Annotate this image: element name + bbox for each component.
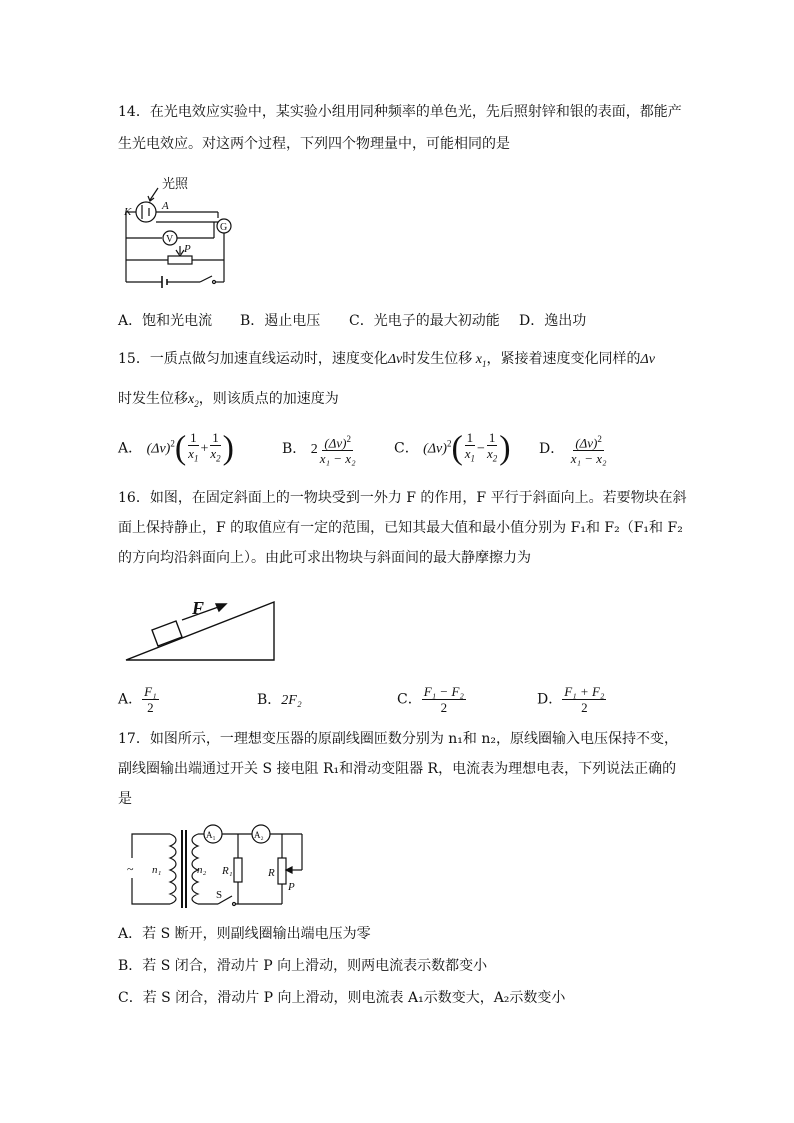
- svg-text:A: A: [162, 200, 169, 212]
- rheostat: [168, 256, 192, 264]
- photocell: [136, 202, 156, 222]
- q16-stem-line-1: 16．如图，在固定斜面上的一物块受到一外力 F 的作用，F 平行于斜面向上。若要物块在斜: [118, 490, 687, 506]
- svg-text:A₂: A₂: [254, 830, 264, 840]
- q15-option-b: B． 2 $\frac{(\Delta v)^2}{\text{x₁ − x₂}}$: [282, 434, 356, 467]
- svg-text:S: S: [216, 889, 223, 901]
- q14-stem-line-2: 生光电效应。对这两个过程，下列四个物理量中，可能相同的是: [118, 136, 510, 152]
- light-label: 光照: [162, 176, 189, 191]
- q16-option-a: A． $\frac{\text{F₁}}{2}$: [118, 684, 157, 715]
- q15-option-d: D． $\frac{(\Delta v)^2}{\text{x₁ − x₂}}$: [539, 434, 607, 467]
- q15-stem-line-2: 时发生位移$x_2$，则该质点的加速度为: [118, 391, 339, 409]
- q16-stem-line-3: 的方向均沿斜面向上）。由此可求出物块与斜面间的最大静摩擦力为: [118, 550, 531, 566]
- q17-transformer-circuit-figure: [124, 820, 309, 918]
- q15-option-a: A． $(\Delta v)^2$( $\frac{1}{x_1}$ + $\frac{1}{x_2}$ ): [118, 429, 234, 467]
- svg-text:n₁: n₁: [152, 864, 162, 876]
- svg-text:n₂: n₂: [197, 864, 207, 876]
- q16-incline-figure: [122, 596, 282, 664]
- switch: [200, 276, 212, 282]
- q14-stem-line-1: 14．在光电效应实验中，某实验小组用同种频率的单色光，先后照射锌和银的表面，都能产: [118, 104, 682, 120]
- q15-option-c: C． $(\Delta v)^2$( $\frac{1}{x_1}$ − $\frac{1}{x_2}$ ): [394, 429, 511, 467]
- block: [152, 621, 182, 646]
- q17-stem-line-3: 是: [118, 791, 132, 807]
- q14-option-c: C．光电子的最大初动能: [349, 313, 500, 329]
- q16-option-c: C． $\frac{\text{F₁ − F₂}}{2}$: [397, 684, 464, 715]
- q14-option-a: A．饱和光电流: [118, 313, 213, 329]
- q17-option-c: C．若 S 闭合，滑动片 P 向上滑动，则电流表 A₁示数变大，A₂示数变小: [118, 990, 566, 1006]
- rheostat-r: [278, 858, 286, 884]
- svg-text:V: V: [166, 234, 174, 245]
- svg-text:A₁: A₁: [206, 830, 216, 840]
- q17-stem-line-2: 副线圈输出端通过开关 S 接电阻 R₁和滑动变阻器 R，电流表为理想电表，下列说法正确的: [118, 761, 677, 777]
- q16-stem-line-2: 面上保持静止，F 的取值应有一定的范围，已知其最大值和最小值分别为 F₁和 F₂（F₁和 F₂: [118, 520, 683, 536]
- q14-option-b: B．遏止电压: [240, 313, 321, 329]
- svg-text:P: P: [288, 881, 295, 893]
- q17-stem-line-1: 17．如图所示，一理想变压器的原副线圈匝数分别为 n₁和 n₂，原线圈输入电压保持不变，: [118, 731, 678, 747]
- q14-option-d: D．逸出功: [519, 313, 587, 329]
- q16-option-b: B．2F₂: [257, 692, 302, 708]
- q16-option-d: D． $\frac{\text{F₁ + F₂}}{2}$: [537, 684, 605, 715]
- svg-text:~: ~: [127, 862, 134, 876]
- svg-text:K: K: [124, 206, 132, 218]
- svg-text:P: P: [184, 243, 191, 255]
- q14-photoelectric-circuit-figure: [118, 172, 248, 290]
- primary-coil: [170, 834, 176, 904]
- svg-text:R: R: [268, 867, 275, 879]
- q15-stem-line-1: 15．一质点做匀加速直线运动时，速度变化Δv时发生位移 $x_1$，紧接着速度变化同样的Δv: [118, 351, 655, 369]
- q17-option-b: B．若 S 闭合，滑动片 P 向上滑动，则两电流表示数都变小: [118, 958, 488, 974]
- svg-text:R₁: R₁: [222, 865, 233, 877]
- svg-text:G: G: [220, 222, 228, 233]
- resistor-r1: [234, 858, 242, 882]
- force-label: F: [192, 598, 205, 618]
- q17-option-a: A．若 S 断开，则副线圈输出端电压为零: [118, 926, 371, 942]
